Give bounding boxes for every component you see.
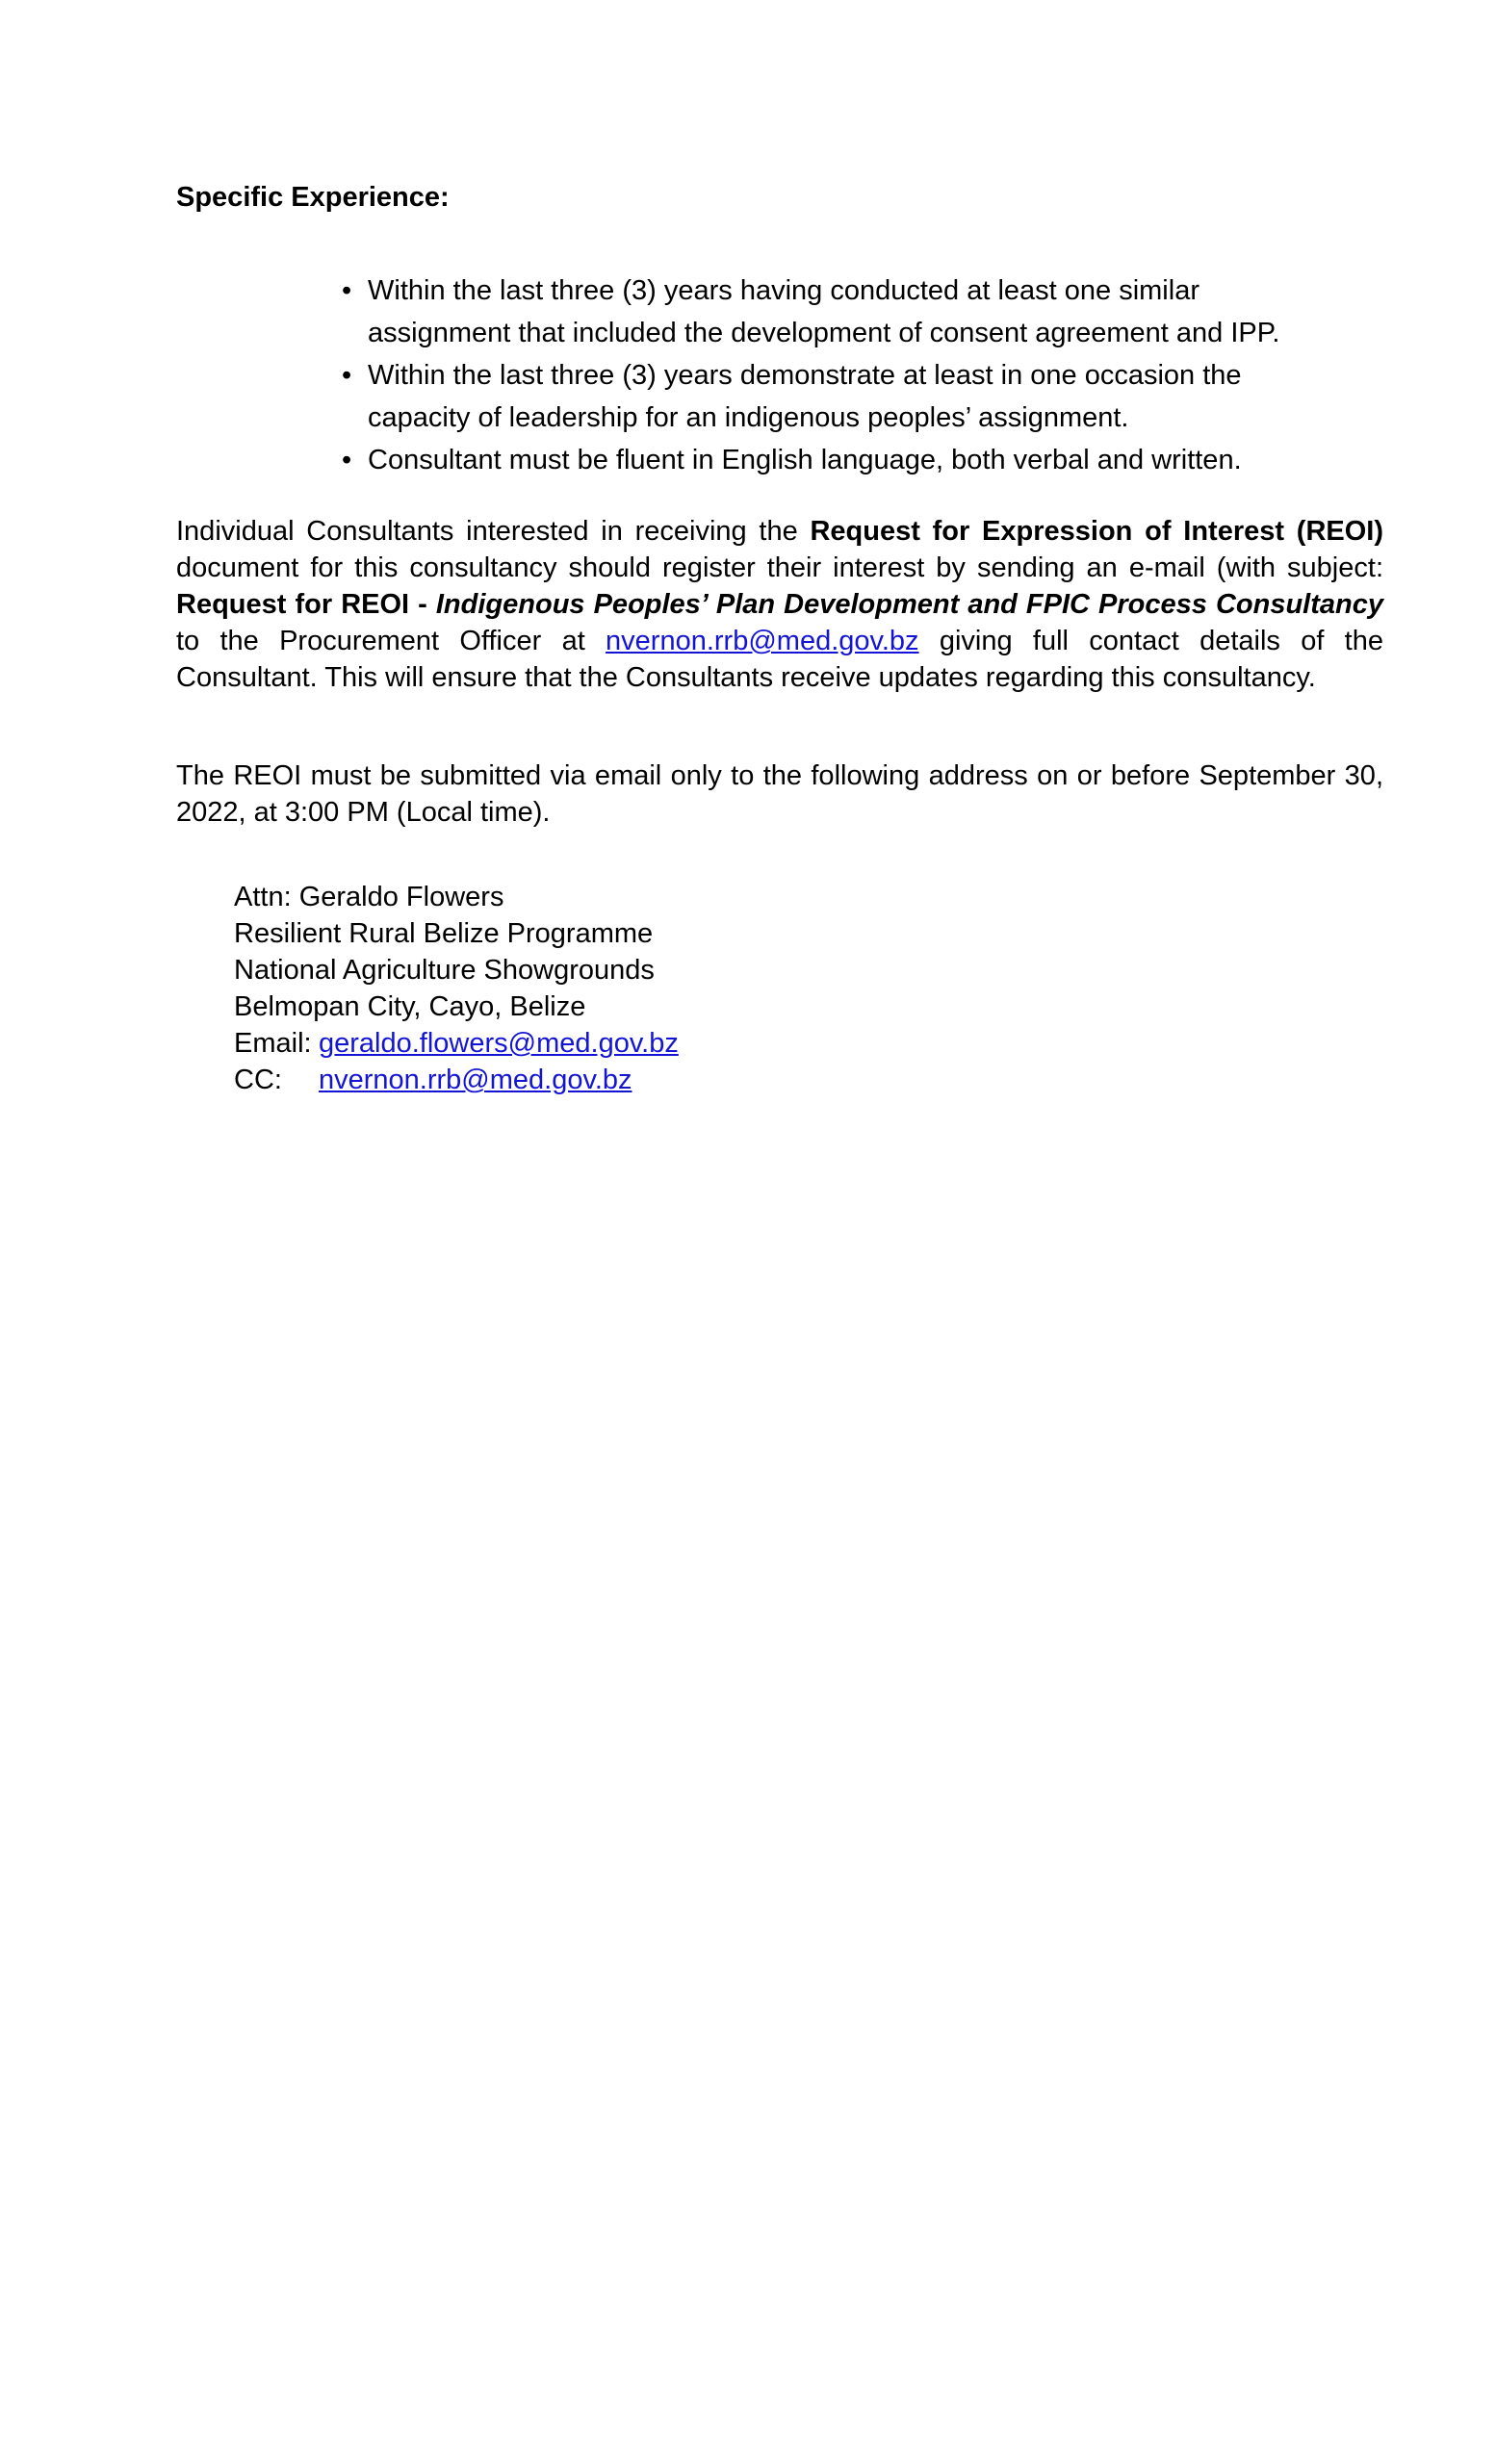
email-label: Email:	[234, 1028, 312, 1059]
reoi-bold-text: Request for Expression of Interest (REOI)	[810, 516, 1383, 547]
registration-text-3: to the Procurement Officer at	[176, 626, 606, 656]
experience-bullet-list	[176, 270, 1383, 481]
deadline-paragraph: The REOI must be submitted via email only to the following address on or before September 30, 2022, at 3:00 PM (Local time).	[176, 760, 1383, 828]
document-content	[0, 0, 1496, 1098]
registration-text-4: giving full contact details of the Consultant. This will ensure that the Consultants receive updates regarding this consultancy.	[176, 626, 1383, 693]
bullet-item-leadership-capacity: • Within the last three (3) years demonstrate at least in one occasion the capacity of leadership for an indigenous peoples’ assignment.	[368, 354, 1292, 439]
registration-paragraph	[176, 513, 1383, 696]
bullet-item-english-fluency: • Consultant must be fluent in English language, both verbal and written.	[368, 439, 1292, 481]
procurement-officer-email-link[interactable]: nvernon.rrb@med.gov.bz	[606, 626, 919, 656]
address-cc-line	[234, 1062, 1383, 1098]
address-venue-line: National Agriculture Showgrounds	[234, 955, 655, 986]
address-city-line: Belmopan City, Cayo, Belize	[234, 991, 586, 1022]
submission-address-block	[234, 879, 1383, 1098]
geraldo-flowers-email-link[interactable]: geraldo.flowers@med.gov.bz	[319, 1028, 679, 1059]
request-for-reoi-bold-text: Request for REOI -	[176, 589, 436, 620]
registration-text-2: document for this consultancy should register their interest by sending an e-mail (with subject:	[176, 552, 1383, 583]
cc-label: CC:	[234, 1065, 282, 1095]
cc-email-link[interactable]: nvernon.rrb@med.gov.bz	[319, 1065, 632, 1095]
section-heading: Specific Experience:	[176, 182, 450, 213]
address-attn-line: Attn: Geraldo Flowers	[234, 882, 504, 912]
bullet-item-similar-assignment: • Within the last three (3) years having conducted at least one similar assignment that included the development of consent agreement and IPP.	[368, 270, 1292, 354]
address-programme-line: Resilient Rural Belize Programme	[234, 918, 654, 949]
consultancy-title-text: Indigenous Peoples’ Plan Development and FPIC Process Consultancy	[435, 589, 1383, 620]
registration-text-1: Individual Consultants interested in receiving the	[176, 516, 811, 547]
address-email-line	[234, 1025, 1383, 1062]
